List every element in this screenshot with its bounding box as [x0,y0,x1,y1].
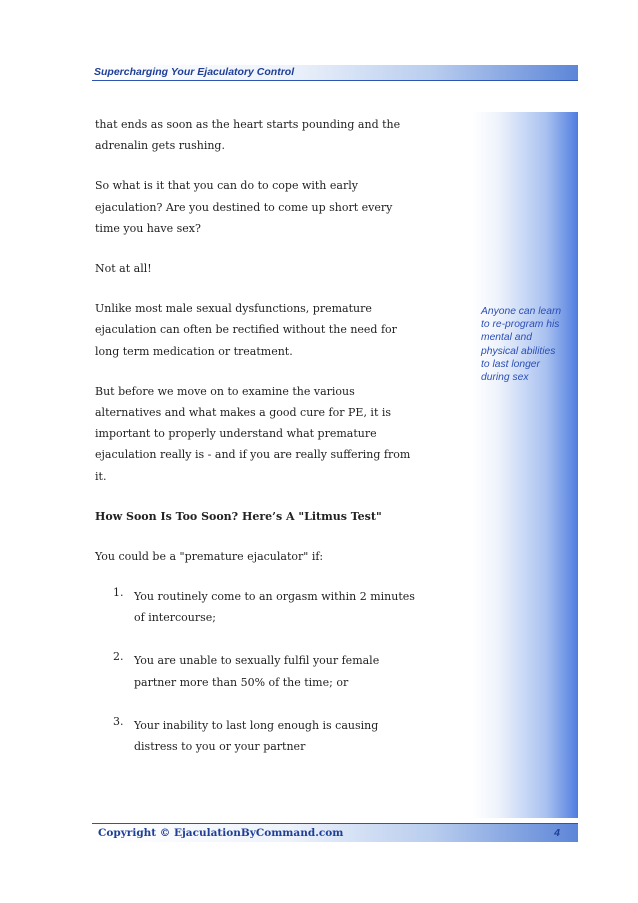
paragraph [95,298,445,362]
sidebar-note-line: mental and [481,332,532,344]
paragraph-line: important to properly understand what premature [95,427,377,441]
list-item-line: You are unable to sexually fulfil your female [134,654,380,668]
paragraph-line: But before we move on to examine the various [95,384,355,398]
sidebar-note-line: Anyone can learn [481,306,562,317]
paragraph [95,258,445,279]
paragraph-line: time you have sex? [95,221,201,235]
list-item-line: You routinely come to an orgasm within 2 minutes [134,590,415,604]
paragraph-line: it. [95,469,107,483]
sidebar-note-line: during sex [481,372,529,384]
header-title: Supercharging Your Ejaculatory Control [94,66,295,78]
list-item-line: partner more than 50% of the time; or [134,675,349,689]
sidebar-note-line: to re-program his [481,319,560,331]
sidebar-gradient-column [472,112,578,818]
sidebar-note [481,305,576,384]
paragraph-line: Unlike most male sexual dysfunctions, premature [95,302,372,316]
paragraph [95,175,445,239]
page-header [92,65,578,81]
paragraph-line: Not at all! [95,262,152,276]
paragraph-line: ejaculation? Are you destined to come up short every [95,200,393,214]
footer-copyright: Copyright © EjaculationByCommand.com [98,827,344,839]
body-content [95,114,445,757]
paragraph [95,114,445,156]
list-item [95,650,445,692]
paragraph-line: alternatives and what makes a good cure for PE, it is [95,406,392,420]
list-item-line: of intercourse; [134,611,216,625]
paragraph-line: ejaculation can often be rectified without the need for [95,323,397,337]
paragraph [95,381,445,487]
paragraph-line: ejaculation really is - and if you are really suffering from [95,448,411,462]
section-heading: How Soon Is Too Soon? Here’s A "Litmus Test" [95,509,382,523]
list-item [95,586,445,628]
paragraph-line: So what is it that you can do to cope with early [95,179,358,193]
sidebar-note-line: to last longer [481,358,540,370]
sidebar-note-line: physical abilities [481,345,556,357]
paragraph-line: adrenalin gets rushing. [95,139,225,153]
paragraph-line: that ends as soon as the heart starts pounding and the [95,118,401,131]
page-number: 4 [554,827,560,839]
list-item-number: 1. [113,586,124,600]
list-item-line: Your inability to last long enough is causing [134,718,379,732]
page-footer [92,823,578,842]
list-item [95,715,445,757]
list-item-line: distress to you or your partner [134,740,306,754]
list-item-number: 3. [113,714,124,728]
criteria-list [95,586,445,757]
paragraph-line: long term medication or treatment. [95,344,293,358]
list-item-number: 2. [113,650,124,664]
list-intro: You could be a "premature ejaculator" if: [95,549,324,563]
